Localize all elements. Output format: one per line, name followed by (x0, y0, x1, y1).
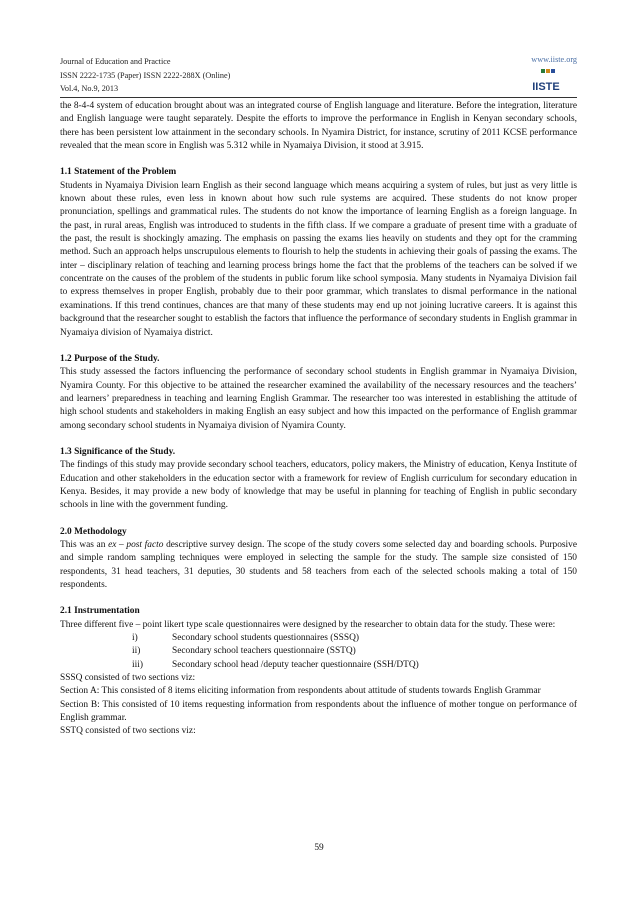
section-body: This study assessed the factors influencing the performance of secondary school students in English grammar in Nyamaiya Division, Nyamira County. For this objective to be attained the researcher examined the availability of the necessary resources and the teachers’ and learners’ preparedness in teaching and learning English Grammar. The researcher too was interested in establishing the attitude of high school students and stakeholders in making English an easy subject and how this impacted on the performance of English grammar among secondary school students in Nyamaiya division of Nyamira County. (60, 367, 577, 431)
section-body: Students in Nyamaiya Division learn English as their second language which means acquiring a system of rules, but just as very little is known about these rules, even less in known about how such rule systems are acquired. These students do not know proper pronunciation, spellings and grammatical rules. The students do not know the importance of learning English as a foreign language. In the past, in rural areas, English was introduced to students in the fifth class. If we compare a graduate of present time with a graduate of the past, the result is shockingly amazing. The emphasis on passing the exams lies heavily on students and they opt for the cramming method. Such an approach helps unscrupulous elements to flourish to help the students in achieving their goals of passing the exams. The inter – disciplinary relation of teaching and learning process brings home the fact that the problems of the teachers can be solved if we concentrate on the causes of the problem of the students in public forum like school symposia. Many students in Nyamaiya Division fail to express themselves in proper English, probably due to their poor grammar, which translates to dismal performance in the national examinations. If this trend continues, chances are that many of these students may end up not joining lucrative careers. It is against this background that the researcher sought to establish the factors that influence the performance of secondary students in English grammar in Nyamaiya division of Nyamaiya district. (60, 180, 577, 338)
logo-text: IISTE (532, 81, 560, 93)
section-body: Section B: This consisted of 10 items requesting information from respondents about the influence of mother tongue on performance of English grammar. (60, 699, 577, 724)
section-body: SSSQ consisted of two sections viz: (60, 673, 196, 684)
list-item: iii) Secondary school head /deputy teacher questionnaire (SSH/DTQ) (132, 659, 419, 670)
volume-line: Vol.4, No.9, 2013 (60, 84, 119, 93)
section-heading: 1.1 Statement of the Problem (60, 167, 177, 178)
iiste-logo (527, 68, 565, 98)
page-body (60, 100, 577, 739)
section-heading: 1.3 Significance of the Study. (60, 446, 176, 457)
page-header (60, 55, 577, 96)
intro-paragraph: the 8-4-4 system of education brought about was an integrated course of English language and literature. Before the integration, literature and English language were taught separately. Despite the efforts to improve the performance in English in Kenyan secondary schools, there has been persistent low attainment in the secondary schools. In Nyamira District, for instance, scrutiny of 2011 KCSE performance revealed that the mean score in English was 5.312 while in Nyamaiya Division, it stood at 3.915. (60, 101, 577, 152)
list-item: ii) Secondary school teachers questionnaire (SSTQ) (132, 646, 356, 657)
section-body: The findings of this study may provide secondary school teachers, educators, policy makers, the Ministry of education, Kenya Institute of Education and other stakeholders in the education sector with a framework for review of English curriculum for secondary education in Kenya. Besides, it may provide a new body of knowledge that may be useful in planning for teaching of English in public secondary schools in line with the government funding. (60, 460, 577, 511)
journal-url[interactable]: www.iiste.org (531, 55, 577, 64)
latin-term: ex – post facto (108, 539, 164, 550)
section-heading: 2.1 Instrumentation (60, 606, 140, 617)
page-number: 59 (314, 843, 324, 853)
journal-title: Journal of Education and Practice (60, 57, 171, 66)
section-heading: 1.2 Purpose of the Study. (60, 353, 160, 364)
header-rule (60, 97, 577, 98)
issn-line: ISSN 2222-1735 (Paper) ISSN 2222-288X (Online) (60, 70, 231, 80)
section-heading: 2.0 Methodology (60, 526, 127, 537)
list-item: i) Secondary school students questionnaires (SSSQ) (132, 633, 359, 644)
section-body: This was an ex – post facto descriptive survey design. The scope of the study covers some selected day and boarding schools. Purposive and simple random sampling techniques were employed in selecting the sample for the study. The sample size consisted of 150 respondents, 31 head teachers, 31 deputies, 30 students and 58 teachers from each of the selected schools making a total of 150 respondents. (60, 539, 577, 590)
section-body: Three different five – point likert type scale questionnaires were designed by the researcher to obtain data for the study. These were: (60, 619, 556, 630)
section-body: SSTQ consisted of two sections viz: (60, 726, 196, 737)
section-body: Section A: This consisted of 8 items eliciting information from respondents about attitude of students towards English Grammar (60, 686, 541, 697)
